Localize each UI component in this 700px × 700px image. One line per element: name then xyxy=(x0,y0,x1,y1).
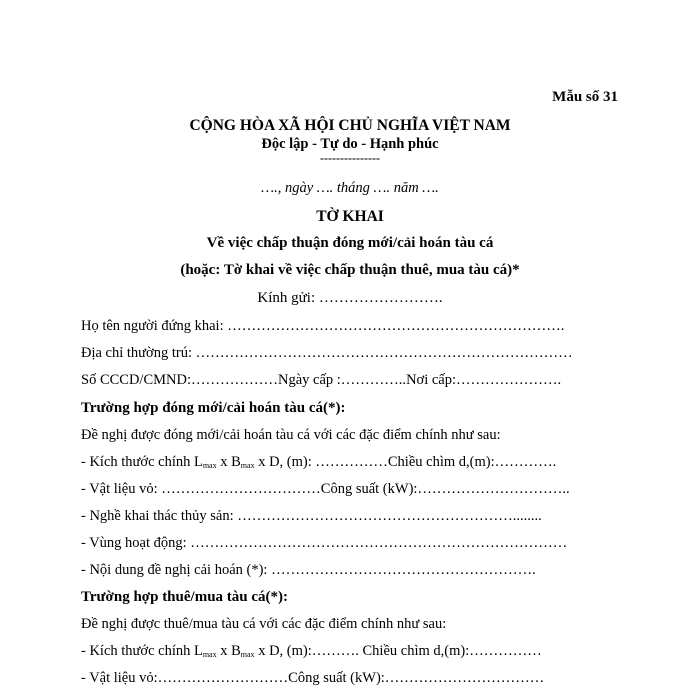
size-width-label: x B xyxy=(216,643,241,659)
rent-size-line xyxy=(81,644,542,659)
rent-hull-material-line: - Vật liệu vỏ:………………………Công suất (kW):…………………………… xyxy=(81,670,545,686)
motto-underline: --------------- xyxy=(320,151,380,165)
length-subscript: max xyxy=(202,650,217,659)
build-operating-area-line: - Vùng hoạt động: …………………………………………………………………… xyxy=(81,535,568,551)
build-hull-material-line: - Vật liệu vỏ: ……………………………Công suất (kW):………………………….. xyxy=(81,481,570,497)
issue-date-field: Ngày cấp :………….. xyxy=(278,372,407,388)
rent-section-intro: Đề nghị được thuê/mua tàu cá với các đặc điểm chính như sau: xyxy=(81,616,447,632)
size-width-label: x B xyxy=(216,454,241,470)
document-subject: Về việc chấp thuận đóng mới/cải hoán tàu cá xyxy=(206,235,494,251)
size-label: - Kích thước chính L xyxy=(81,454,203,470)
build-fishing-gear-line: - Nghề khai thác thủy sản: …………………………………………………........ xyxy=(81,508,542,524)
build-size-line xyxy=(81,455,556,470)
size-draft-label: x D, (m): ……………Chiều chìm d,(m):…………. xyxy=(254,454,557,470)
national-motto: Độc lập - Tự do - Hạnh phúc xyxy=(261,136,439,152)
document-title: TỜ KHAI xyxy=(316,208,384,225)
width-subscript: max xyxy=(240,461,255,470)
width-subscript: max xyxy=(240,650,255,659)
date-line: …., ngày …. tháng …. năm …. xyxy=(261,180,439,196)
id-number-field: Số CCCD/CMND:……………… xyxy=(81,372,278,388)
build-section-intro: Đề nghị được đóng mới/cải hoán tàu cá với các đặc điểm chính như sau: xyxy=(81,427,501,443)
document-subject-alt: (hoặc: Tờ khai về việc chấp thuận thuê, mua tàu cá)* xyxy=(180,262,520,278)
applicant-address-line: Địa chỉ thường trú: …………………………………………………………………… xyxy=(81,345,573,361)
build-section-heading: Trường hợp đóng mới/cải hoán tàu cá(*): xyxy=(81,400,346,416)
length-subscript: max xyxy=(202,461,217,470)
recipient-line: Kính gửi: ……………………. xyxy=(257,290,443,306)
size-label: - Kích thước chính L xyxy=(81,643,203,659)
national-title: CỘNG HÒA XÃ HỘI CHỦ NGHĨA VIỆT NAM xyxy=(189,117,511,134)
applicant-id-line xyxy=(81,373,561,388)
build-modification-line: - Nội dung đề nghị cải hoán (*): ………………………………………………. xyxy=(81,562,536,578)
issue-place-field: Nơi cấp:…………………. xyxy=(406,372,562,388)
applicant-name-line: Họ tên người đứng khai: ……………………………………………………………. xyxy=(81,318,565,334)
size-draft-label: x D, (m):………. Chiều chìm d,(m):…………… xyxy=(254,643,542,659)
form-number: Mẫu số 31 xyxy=(552,89,618,105)
rent-section-heading: Trường hợp thuê/mua tàu cá(*): xyxy=(81,589,289,605)
